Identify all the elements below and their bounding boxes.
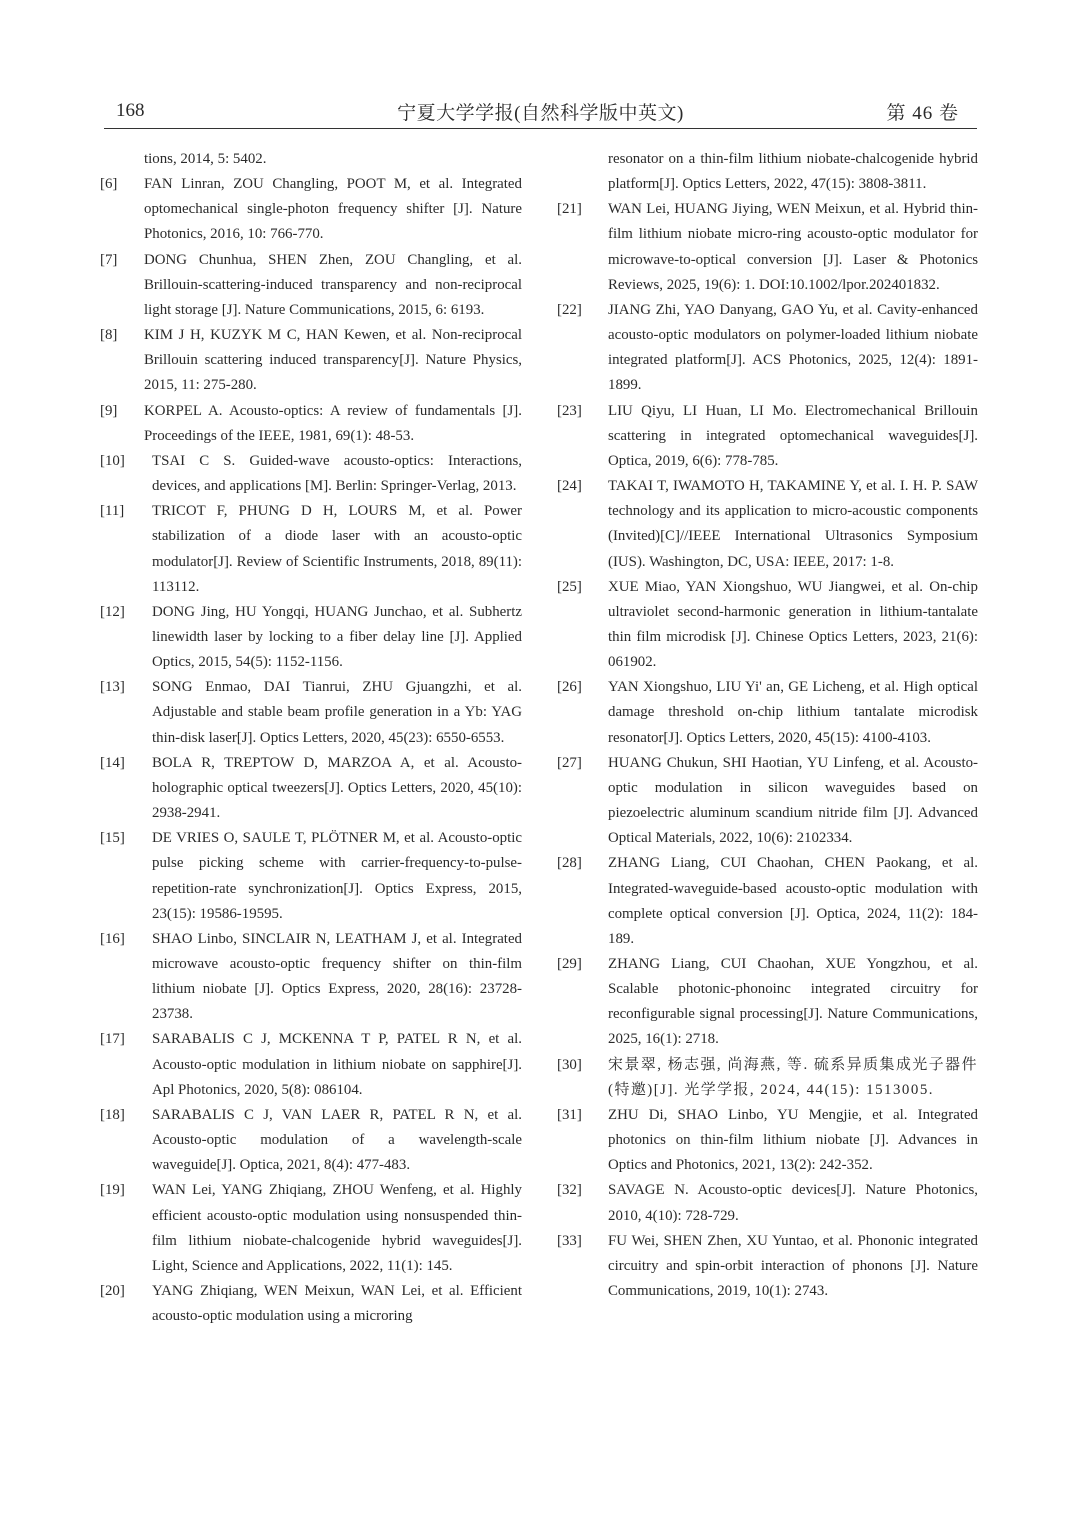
reference-item-22 (557, 298, 978, 399)
reference-number: [16] (100, 930, 125, 947)
reference-item-27 (557, 751, 978, 852)
reference-number: [24] (557, 478, 582, 495)
reference-item-13 (100, 675, 522, 750)
reference-number: [18] (100, 1106, 125, 1123)
reference-number: [15] (100, 830, 125, 847)
reference-number: [8] (100, 327, 118, 344)
reference-number: [14] (100, 754, 125, 771)
reference-number: [30] (557, 1056, 582, 1073)
reference-number: [10] (100, 452, 125, 469)
reference-number: [26] (557, 679, 582, 696)
reference-text: DE VRIES O, SAULE T, PLÖTNER M, et al. Acousto-optic pulse picking scheme with carrier-frequency-to-pulse-repetition-rate synchronization[J]. Optics Express, 2015, 23(15): 19586-19595. (152, 830, 522, 922)
reference-text: KORPEL A. Acousto-optics: A review of fundamentals [J]. Proceedings of the IEEE, 1981, 69(1): 48-53. (144, 402, 522, 444)
reference-text: resonator on a thin-film lithium niobate-chalcogenide hybrid platform[J]. Optics Letters, 2022, 47(15): 3808-3811. (608, 151, 978, 193)
reference-item-30 (557, 1053, 978, 1103)
page-number: 168 (116, 100, 145, 121)
reference-text: KIM J H, KUZYK M C, HAN Kewen, et al. Non-reciprocal Brillouin scattering induced transparency[J]. Nature Physics, 2015, 11: 275-280. (144, 327, 522, 394)
reference-number: [20] (100, 1283, 125, 1300)
reference-number: [6] (100, 176, 118, 193)
reference-text: TAKAI T, IWAMOTO H, TAKAMINE Y, et al. I. H. P. SAW technology and its application to micro-acoustic components (Invited)[C]//IEEE International Ultrasonics Symposium (IUS). Washington, DC, USA: IEEE, 2017: 1-8. (608, 478, 978, 570)
reference-item-9 (100, 399, 522, 449)
reference-item-14 (100, 751, 522, 826)
reference-text: BOLA R, TREPTOW D, MARZOA A, et al. Acousto-holographic optical tweezers[J]. Optics Letters, 2020, 45(10): 2938-2941. (152, 754, 522, 822)
reference-item-24 (557, 474, 978, 575)
reference-text: TRICOT F, PHUNG D H, LOURS M, et al. Power stabilization of a diode laser with an acousto-optic modulator[J]. Review of Scientific Instruments, 2018, 89(11): 113112. (152, 503, 522, 595)
reference-text: HUANG Chukun, SHI Haotian, YU Linfeng, et al. Acousto-optic modulation in silicon waveguides based on piezoelectric aluminum scandium nitride film [J]. Advanced Optical Materials, 2022, 10(6): 2102334. (608, 754, 978, 847)
left-column (100, 147, 522, 1329)
reference-item-23 (557, 399, 978, 474)
reference-number: [32] (557, 1182, 582, 1199)
reference-text: XUE Miao, YAN Xiongshuo, WU Jiangwei, et al. On-chip ultraviolet second-harmonic generation in lithium-tantalate thin film microdisk [J]. Chinese Optics Letters, 2023, 21(6): 061902. (608, 578, 978, 671)
reference-text: 宋景翠, 杨志强, 尚海燕, 等. 硫系异质集成光子器件(特邀)[J]. 光学学报, 2024, 44(15): 1513005. (608, 1056, 978, 1098)
reference-item-15 (100, 826, 522, 927)
reference-text: DONG Chunhua, SHEN Zhen, ZOU Changling, et al. Brillouin-scattering-induced transparency and non-reciprocal light storage [J]. Nature Communications, 2015, 6: 6193. (144, 251, 522, 318)
reference-item-20 (100, 1279, 522, 1329)
reference-item-11 (100, 499, 522, 600)
reference-text: SHAO Linbo, SINCLAIR N, LEATHAM J, et al. Integrated microwave acousto-optic frequency shifter on thin-film lithium niobate [J]. Optics Express, 2020, 28(16): 23728-23738. (152, 930, 522, 1023)
reference-item-7 (100, 248, 522, 323)
reference-continuation (557, 147, 978, 197)
reference-item-12 (100, 600, 522, 675)
reference-text: TSAI C S. Guided-wave acousto-optics: Interactions, devices, and applications [M]. Berlin: Springer-Verlag, 2013. (152, 452, 522, 495)
journal-title: 宁夏大学学报(自然科学版中英文) (397, 103, 684, 124)
running-header (104, 96, 977, 129)
reference-number: [23] (557, 402, 582, 419)
reference-number: [9] (100, 402, 118, 419)
reference-item-19 (100, 1178, 522, 1279)
reference-text: FU Wei, SHEN Zhen, XU Yuntao, et al. Phononic integrated circuitry and spin-orbit interaction of phonons [J]. Nature Communications, 2019, 10(1): 2743. (608, 1232, 978, 1300)
reference-number: [29] (557, 956, 582, 972)
reference-item-25 (557, 575, 978, 676)
reference-item-8 (100, 323, 522, 398)
reference-number: [22] (557, 301, 582, 318)
reference-number: [11] (100, 503, 125, 520)
reference-item-21 (557, 197, 978, 298)
reference-text: DONG Jing, HU Yongqi, HUANG Junchao, et al. Subhertz linewidth laser by locking to a fiber delay line [J]. Applied Optics, 2015, 54(5): 1152-1156. (152, 603, 522, 671)
reference-text: tions, 2014, 5: 5402. (144, 151, 267, 167)
reference-number: [21] (557, 201, 582, 218)
reference-number: [7] (100, 251, 118, 268)
reference-text: FAN Linran, ZOU Changling, POOT M, et al. Integrated optomechanical single-photon frequency shifter [J]. Nature Photonics, 2016, 10: 766-770. (144, 176, 522, 243)
reference-text: SARABALIS C J, MCKENNA T P, PATEL R N, et al. Acousto-optic modulation in lithium niobate on sapphire[J]. Apl Photonics, 2020, 5(8): 086104. (152, 1031, 522, 1098)
reference-continuation (100, 147, 522, 172)
reference-text: ZHU Di, SHAO Linbo, YU Mengjie, et al. Integrated photonics on thin-film lithium niobate [J]. Advances in Optics and Photonics, 2021, 13(2): 242-352. (608, 1106, 978, 1174)
reference-text: WAN Lei, HUANG Jiying, WEN Meixun, et al. Hybrid thin-film lithium niobate micro-ring acousto-optic modulator for microwave-to-optical conversion [J]. Laser & Photonics Reviews, 2025, 19(6): 1. DOI:10.1002/lpor.202401832. (608, 201, 978, 293)
right-column (557, 147, 978, 1304)
reference-text: WAN Lei, YANG Zhiqiang, ZHOU Wenfeng, et al. Highly efficient acousto-optic modulation using nonsuspended thin-film lithium niobate-chalcogenide hybrid waveguides[J]. Light, Science and Applications, 2022, 11(1): 145. (152, 1182, 522, 1274)
reference-item-18 (100, 1103, 522, 1178)
reference-number: [27] (557, 754, 582, 771)
reference-item-10 (100, 449, 522, 499)
reference-text: ZHANG Liang, CUI Chaohan, XUE Yongzhou, et al. Scalable photonic-phonoinc integrated circuitry for reconfigurable signal processing[J]. Nature Communications, 2025, 16(1): 2718. (608, 956, 978, 1048)
reference-item-16 (100, 927, 522, 1028)
reference-item-31 (557, 1103, 978, 1178)
reference-text: JIANG Zhi, YAO Danyang, GAO Yu, et al. Cavity-enhanced acousto-optic modulators on polymer-loaded lithium niobate integrated platform[J]. ACS Photonics, 2025, 12(4): 1891-1899. (608, 301, 978, 394)
reference-item-33 (557, 1229, 978, 1304)
reference-text: SARABALIS C J, VAN LAER R, PATEL R N, et al. Acousto-optic modulation of a wavelength-scale waveguide[J]. Optica, 2021, 8(4): 477-483. (152, 1106, 522, 1174)
reference-item-28 (557, 851, 978, 952)
reference-text: SONG Enmao, DAI Tianrui, ZHU Gjuangzhi, et al. Adjustable and stable beam profile generation in a Yb: YAG thin-disk laser[J]. Optics Letters, 2020, 45(23): 6550-6553. (152, 679, 522, 746)
reference-text: YAN Xiongshuo, LIU Yi' an, GE Licheng, et al. High optical damage threshold on-chip lithium tantalate microdisk resonator[J]. Optics Letters, 2020, 45(15): 4100-4103. (608, 679, 978, 746)
reference-item-26 (557, 675, 978, 750)
reference-item-29 (557, 952, 978, 1053)
reference-number: [31] (557, 1106, 582, 1123)
reference-number: [19] (100, 1182, 125, 1199)
reference-number: [12] (100, 603, 125, 620)
reference-text: YANG Zhiqiang, WEN Meixun, WAN Lei, et al. Efficient acousto-optic modulation using a microring (152, 1283, 522, 1325)
reference-number: [17] (100, 1031, 125, 1048)
reference-text: SAVAGE N. Acousto-optic devices[J]. Nature Photonics, 2010, 4(10): 728-729. (608, 1182, 978, 1224)
volume-label: 第 46 卷 (886, 103, 959, 124)
reference-number: [28] (557, 855, 582, 872)
reference-number: [25] (557, 578, 582, 595)
reference-item-6 (100, 172, 522, 247)
reference-item-17 (100, 1027, 522, 1102)
reference-text: LIU Qiyu, LI Huan, LI Mo. Electromechanical Brillouin scattering in integrated optomechanical waveguides[J]. Optica, 2019, 6(6): 778-785. (608, 402, 978, 469)
reference-number: [33] (557, 1232, 582, 1249)
reference-number: [13] (100, 679, 125, 696)
reference-text: ZHANG Liang, CUI Chaohan, CHEN Paokang, et al. Integrated-waveguide-based acousto-optic modulation with complete optical conversion [J]. Optica, 2024, 11(2): 184-189. (608, 855, 978, 947)
reference-item-32 (557, 1178, 978, 1228)
